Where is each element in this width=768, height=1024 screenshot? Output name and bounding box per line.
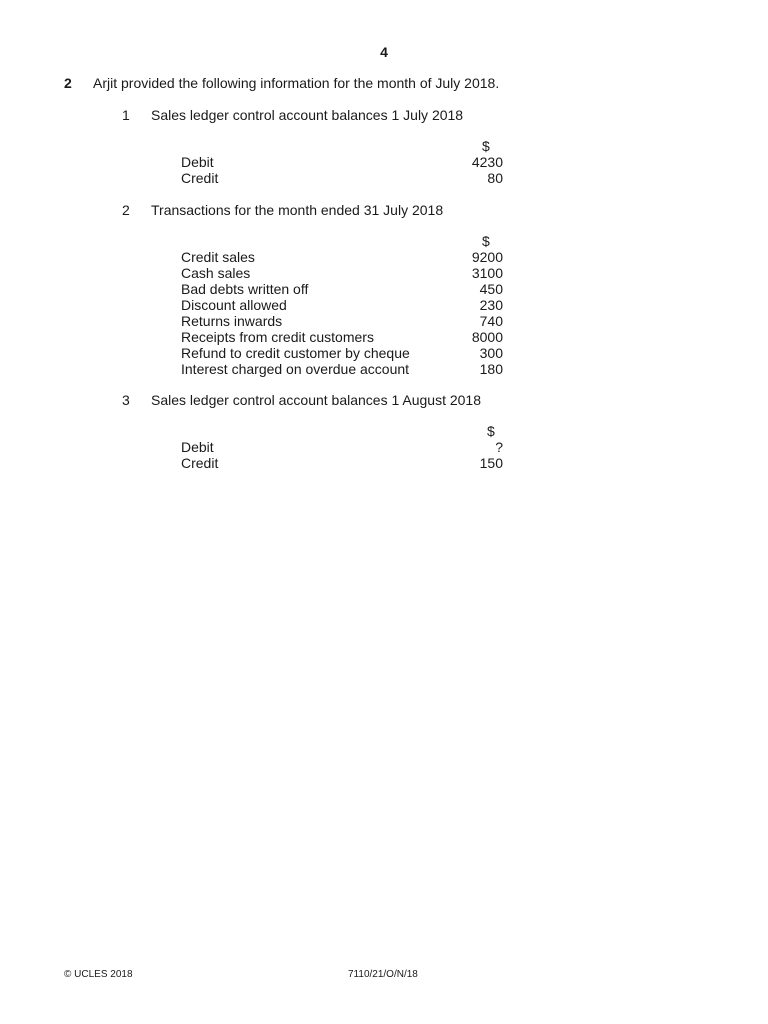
currency-header: $ [482, 138, 490, 154]
footer-paper-code: 7110/21/O/N/18 [348, 969, 418, 980]
table-row [181, 345, 503, 361]
table-row [181, 281, 503, 297]
table-row [181, 329, 503, 345]
question-number: 2 [64, 75, 72, 91]
row-amount: 450 [479, 281, 503, 297]
currency-header: $ [482, 233, 490, 249]
row-label: Receipts from credit customers [181, 329, 374, 345]
row-label: Interest charged on overdue account [181, 361, 410, 377]
row-label: Credit sales [181, 249, 255, 265]
row-label: Credit [181, 170, 219, 186]
row-amount: 3100 [471, 265, 503, 281]
section-number: 1 [122, 107, 130, 123]
currency-header: $ [487, 423, 495, 439]
table-row [181, 265, 503, 281]
row-amount: 300 [479, 345, 503, 361]
table-row [181, 361, 503, 377]
row-amount: 80 [487, 170, 503, 186]
table-row [181, 297, 503, 313]
row-label: Bad debts written off [181, 281, 309, 297]
table-row [181, 439, 503, 455]
section-title: Sales ledger control account balances 1 July 2018 [151, 107, 464, 123]
section-number: 3 [122, 392, 130, 408]
footer-copyright: © UCLES 2018 [64, 969, 133, 980]
row-amount: 8000 [471, 329, 503, 345]
row-label: Debit [181, 154, 214, 170]
row-amount: 4230 [471, 154, 503, 170]
section-number: 2 [122, 202, 130, 218]
row-amount: 740 [479, 313, 503, 329]
row-label: Discount allowed [181, 297, 287, 313]
question-text: Arjit provided the following information for the month of July 2018. [93, 75, 500, 91]
row-label: Cash sales [181, 265, 251, 281]
row-amount: 9200 [471, 249, 503, 265]
row-amount: ? [495, 439, 503, 455]
row-label: Debit [181, 439, 214, 455]
page-number: 4 [380, 44, 388, 60]
row-amount: 180 [479, 361, 503, 377]
row-label: Credit [181, 455, 219, 471]
row-amount: 230 [479, 297, 503, 313]
row-label: Refund to credit customer by cheque [181, 345, 410, 361]
table-row [181, 455, 503, 471]
section-title: Transactions for the month ended 31 July 2018 [151, 202, 444, 218]
section-title: Sales ledger control account balances 1 August 2018 [151, 392, 482, 408]
table-row [181, 154, 503, 170]
row-label: Returns inwards [181, 313, 283, 329]
table-row [181, 313, 503, 329]
row-amount: 150 [479, 455, 503, 471]
table-row [181, 249, 503, 265]
table-row [181, 170, 503, 186]
